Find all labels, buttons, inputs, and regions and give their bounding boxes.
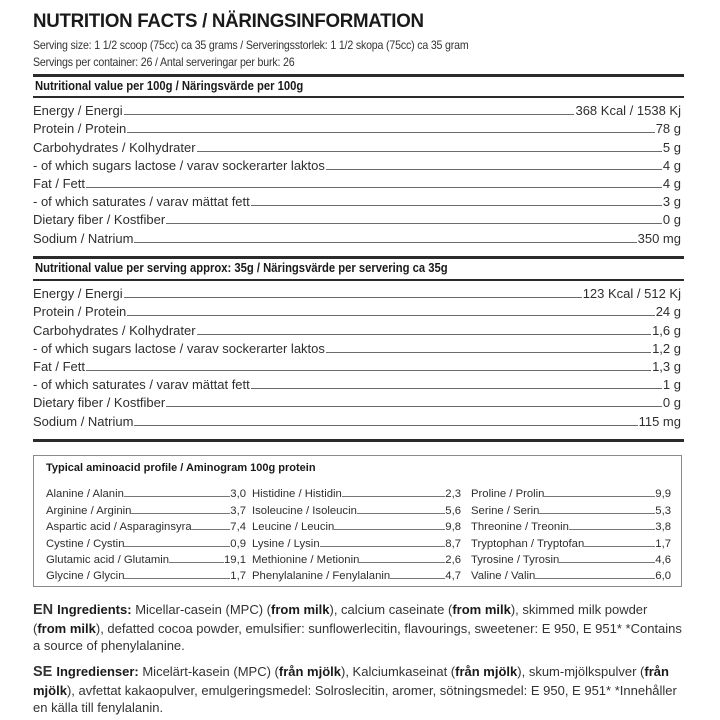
- servings-per-container: Servings per container: 26 / Antal serveringar per burk: 26: [33, 55, 295, 69]
- leader-line: [166, 406, 662, 407]
- row-label: Energy / Energi: [33, 286, 123, 302]
- leader-line: [584, 546, 655, 547]
- row-label: Lysine / Lysin: [252, 537, 320, 550]
- row-label: Aspartic acid / Asparaginsyra: [46, 521, 192, 534]
- leader-line: [539, 513, 655, 514]
- table-row: [252, 484, 461, 500]
- row-label: Protein / Protein: [33, 121, 127, 137]
- row-label: Tyrosine / Tyrosin: [471, 553, 560, 566]
- leader-line: [131, 513, 230, 514]
- row-value: 4 g: [662, 157, 681, 173]
- leader-line: [390, 578, 445, 579]
- per100g-table: [33, 100, 681, 246]
- leader-line: [569, 529, 655, 530]
- row-label: - of which sugars lactose / varav sockerarter laktos: [33, 157, 325, 173]
- table-row: [33, 136, 681, 154]
- serving-size: Serving size: 1 1/2 scoop (75cc) ca 35 grams / Serveringsstorlek: 1 1/2 skopa (75cc) ca 35 gram: [33, 38, 469, 52]
- leader-line: [326, 169, 662, 170]
- ingredients-text: ), avfettat kakaopulver, emulgeringsmedel: Solroslecitin, aromer, sötningsmedel: E 950, E 951* *Innehåller en källa till fenylalanin.: [33, 682, 677, 716]
- language-code: EN: [33, 602, 58, 618]
- ingredients-text: ), Kalciumkaseinat (: [340, 664, 456, 679]
- table-row: [33, 209, 681, 227]
- row-value: 9,8: [445, 521, 461, 534]
- table-row: [46, 566, 246, 582]
- leader-line: [124, 496, 230, 497]
- table-row: [33, 356, 681, 374]
- ingredients-text: Micelärt-kasein (MPC) (: [138, 664, 279, 679]
- row-label: Glutamic acid / Glutamin: [46, 553, 170, 566]
- ingredients-label: Ingredienser:: [56, 664, 139, 679]
- leader-line: [251, 388, 662, 389]
- leader-line: [127, 132, 654, 133]
- leader-line: [544, 496, 655, 497]
- row-label: Dietary fiber / Kostfiber: [33, 212, 166, 228]
- allergen-text: from milk: [270, 602, 330, 617]
- table-row: [252, 500, 461, 516]
- row-label: - of which saturates / varav mättat fett: [33, 377, 250, 393]
- row-label: Glycine / Glycin: [46, 570, 125, 583]
- row-value: 4,6: [655, 553, 671, 566]
- row-label: Arginine / Arginin: [46, 504, 132, 517]
- table-row: [33, 191, 681, 209]
- leader-line: [86, 370, 651, 371]
- aminoacid-profile-box: [33, 455, 682, 587]
- per-serving-heading: Nutritional value per serving approx: 35g / Näringsvärde per servering ca 35g: [35, 261, 448, 275]
- leader-line: [320, 546, 446, 547]
- leader-line: [134, 425, 637, 426]
- row-value: 24 g: [655, 304, 681, 320]
- allergen-text: from milk: [37, 620, 96, 636]
- leader-line: [334, 529, 445, 530]
- table-row: [33, 118, 681, 136]
- aminoacid-column-2: [252, 484, 461, 582]
- row-value: 5 g: [662, 139, 681, 155]
- table-row: [252, 550, 461, 566]
- row-value: 115 mg: [638, 413, 681, 429]
- table-row: [46, 517, 246, 533]
- row-label: Threonine / Treonin: [471, 521, 569, 534]
- leader-line: [535, 578, 655, 579]
- row-value: 3 g: [662, 194, 681, 210]
- table-row: [46, 550, 246, 566]
- row-value: 3,0: [230, 488, 246, 501]
- row-label: Carbohydrates / Kolhydrater: [33, 322, 196, 338]
- table-row: [46, 500, 246, 516]
- row-label: Fat / Fett: [33, 175, 86, 191]
- row-value: 9,9: [655, 488, 671, 501]
- table-row: [33, 301, 681, 319]
- leader-line: [86, 187, 662, 188]
- divider: [33, 279, 684, 281]
- ingredients-se: [33, 663, 684, 717]
- ingredients-text: ), skum-mjölkspulver (: [517, 664, 645, 679]
- row-value: 368 Kcal / 1538 Kj: [575, 103, 681, 119]
- table-row: [252, 533, 461, 549]
- aminoacid-column-3: [471, 484, 671, 582]
- table-row: [33, 100, 681, 118]
- row-label: Sodium / Natrium: [33, 230, 134, 246]
- table-row: [252, 517, 461, 533]
- row-label: Serine / Serin: [471, 504, 540, 517]
- row-value: 0 g: [662, 212, 681, 228]
- table-row: [46, 533, 246, 549]
- row-label: Methionine / Metionin: [252, 553, 360, 566]
- table-row: [252, 566, 461, 582]
- leader-line: [124, 578, 230, 579]
- row-value: 7,4: [230, 521, 246, 534]
- row-value: 1 g: [662, 377, 681, 393]
- leader-line: [134, 242, 636, 243]
- row-value: 19,1: [224, 553, 246, 566]
- allergen-text: från mjölk: [33, 664, 669, 698]
- table-row: [33, 338, 681, 356]
- row-value: 3,8: [655, 521, 671, 534]
- divider: [33, 256, 684, 259]
- leader-line: [124, 546, 230, 547]
- table-row: [33, 173, 681, 191]
- per-serving-table: [33, 283, 681, 429]
- leader-line: [124, 114, 575, 115]
- leader-line: [326, 352, 651, 353]
- ingredients-label: Ingredients:: [57, 602, 132, 617]
- row-value: 1,3 g: [652, 358, 681, 374]
- per100g-heading: Nutritional value per 100g / Näringsvärde per 100g: [35, 79, 304, 93]
- row-label: Proline / Prolin: [471, 488, 545, 501]
- row-label: Tryptophan / Tryptofan: [471, 537, 585, 550]
- row-label: Sodium / Natrium: [33, 413, 134, 429]
- row-value: 350 mg: [637, 230, 681, 246]
- row-label: Isoleucine / Isoleucin: [252, 504, 357, 517]
- table-row: [33, 392, 681, 410]
- allergen-text: från mjölk: [278, 664, 341, 679]
- row-label: - of which saturates / varav mättat fett: [33, 194, 250, 210]
- table-row: [471, 517, 671, 533]
- leader-line: [251, 205, 662, 206]
- table-row: [471, 500, 671, 516]
- leader-line: [197, 334, 651, 335]
- leader-line: [169, 562, 224, 563]
- table-row: [33, 155, 681, 173]
- ingredients-text: ), calcium caseinate (: [329, 602, 453, 617]
- table-row: [471, 533, 671, 549]
- page-title: NUTRITION FACTS / NÄRINGSINFORMATION: [33, 10, 424, 32]
- ingredients-text: Micellar-casein (MPC) (: [131, 602, 271, 617]
- row-label: Carbohydrates / Kolhydrater: [33, 139, 196, 155]
- row-value: 5,6: [445, 504, 461, 517]
- leader-line: [197, 151, 662, 152]
- ingredients-text: ), skimmed milk powder (: [33, 602, 648, 636]
- table-row: [33, 227, 681, 245]
- table-row: [471, 566, 671, 582]
- row-value: 78 g: [655, 121, 681, 137]
- row-value: 2,6: [445, 553, 461, 566]
- allergen-text: from milk: [452, 602, 511, 617]
- row-label: Alanine / Alanin: [46, 488, 124, 501]
- leader-line: [359, 562, 445, 563]
- row-value: 1,7: [230, 570, 246, 583]
- leader-line: [559, 562, 655, 563]
- table-row: [33, 374, 681, 392]
- leader-line: [192, 529, 231, 530]
- leader-line: [342, 496, 446, 497]
- row-label: Cystine / Cystin: [46, 537, 125, 550]
- table-row: [33, 319, 681, 337]
- row-label: Valine / Valin: [471, 570, 536, 583]
- row-label: Phenylalanine / Fenylalanin: [252, 570, 391, 583]
- leader-line: [124, 297, 582, 298]
- row-value: 2,3: [445, 488, 461, 501]
- aminoacid-heading: Typical aminoacid profile / Aminogram 100g protein: [46, 462, 316, 474]
- row-value: 1,6 g: [652, 322, 681, 338]
- leader-line: [166, 223, 662, 224]
- row-value: 0 g: [662, 395, 681, 411]
- table-row: [33, 410, 681, 428]
- row-label: Dietary fiber / Kostfiber: [33, 395, 166, 411]
- divider: [33, 74, 684, 77]
- row-value: 6,0: [655, 570, 671, 583]
- row-label: Energy / Energi: [33, 103, 123, 119]
- table-row: [46, 484, 246, 500]
- leader-line: [127, 315, 654, 316]
- table-row: [471, 484, 671, 500]
- row-label: Histidine / Histidin: [252, 488, 342, 501]
- leader-line: [357, 513, 445, 514]
- row-value: 8,7: [445, 537, 461, 550]
- ingredients-text: ), defatted cocoa powder, emulsifier: sunflowerlecitin, flavourings, sweetener: E 950, E 951* *Contains a source of phenylalanine.: [33, 620, 682, 654]
- row-value: 4 g: [662, 175, 681, 191]
- row-value: 123 Kcal / 512 Kj: [582, 286, 681, 302]
- row-value: 5,3: [655, 504, 671, 517]
- aminoacid-column-1: [46, 484, 246, 582]
- row-label: Fat / Fett: [33, 358, 86, 374]
- divider: [33, 96, 684, 98]
- ingredients-en: [33, 601, 684, 655]
- row-value: 3,7: [230, 504, 246, 517]
- row-value: 4,7: [445, 570, 461, 583]
- row-value: 0,9: [230, 537, 246, 550]
- row-value: 1,2 g: [652, 340, 681, 356]
- table-row: [471, 550, 671, 566]
- table-row: [33, 283, 681, 301]
- row-label: Leucine / Leucin: [252, 521, 335, 534]
- row-label: - of which sugars lactose / varav sockerarter laktos: [33, 340, 325, 356]
- language-code: SE: [33, 664, 57, 680]
- allergen-text: från mjölk: [455, 664, 518, 679]
- divider: [33, 439, 684, 442]
- row-label: Protein / Protein: [33, 304, 127, 320]
- row-value: 1,7: [655, 537, 671, 550]
